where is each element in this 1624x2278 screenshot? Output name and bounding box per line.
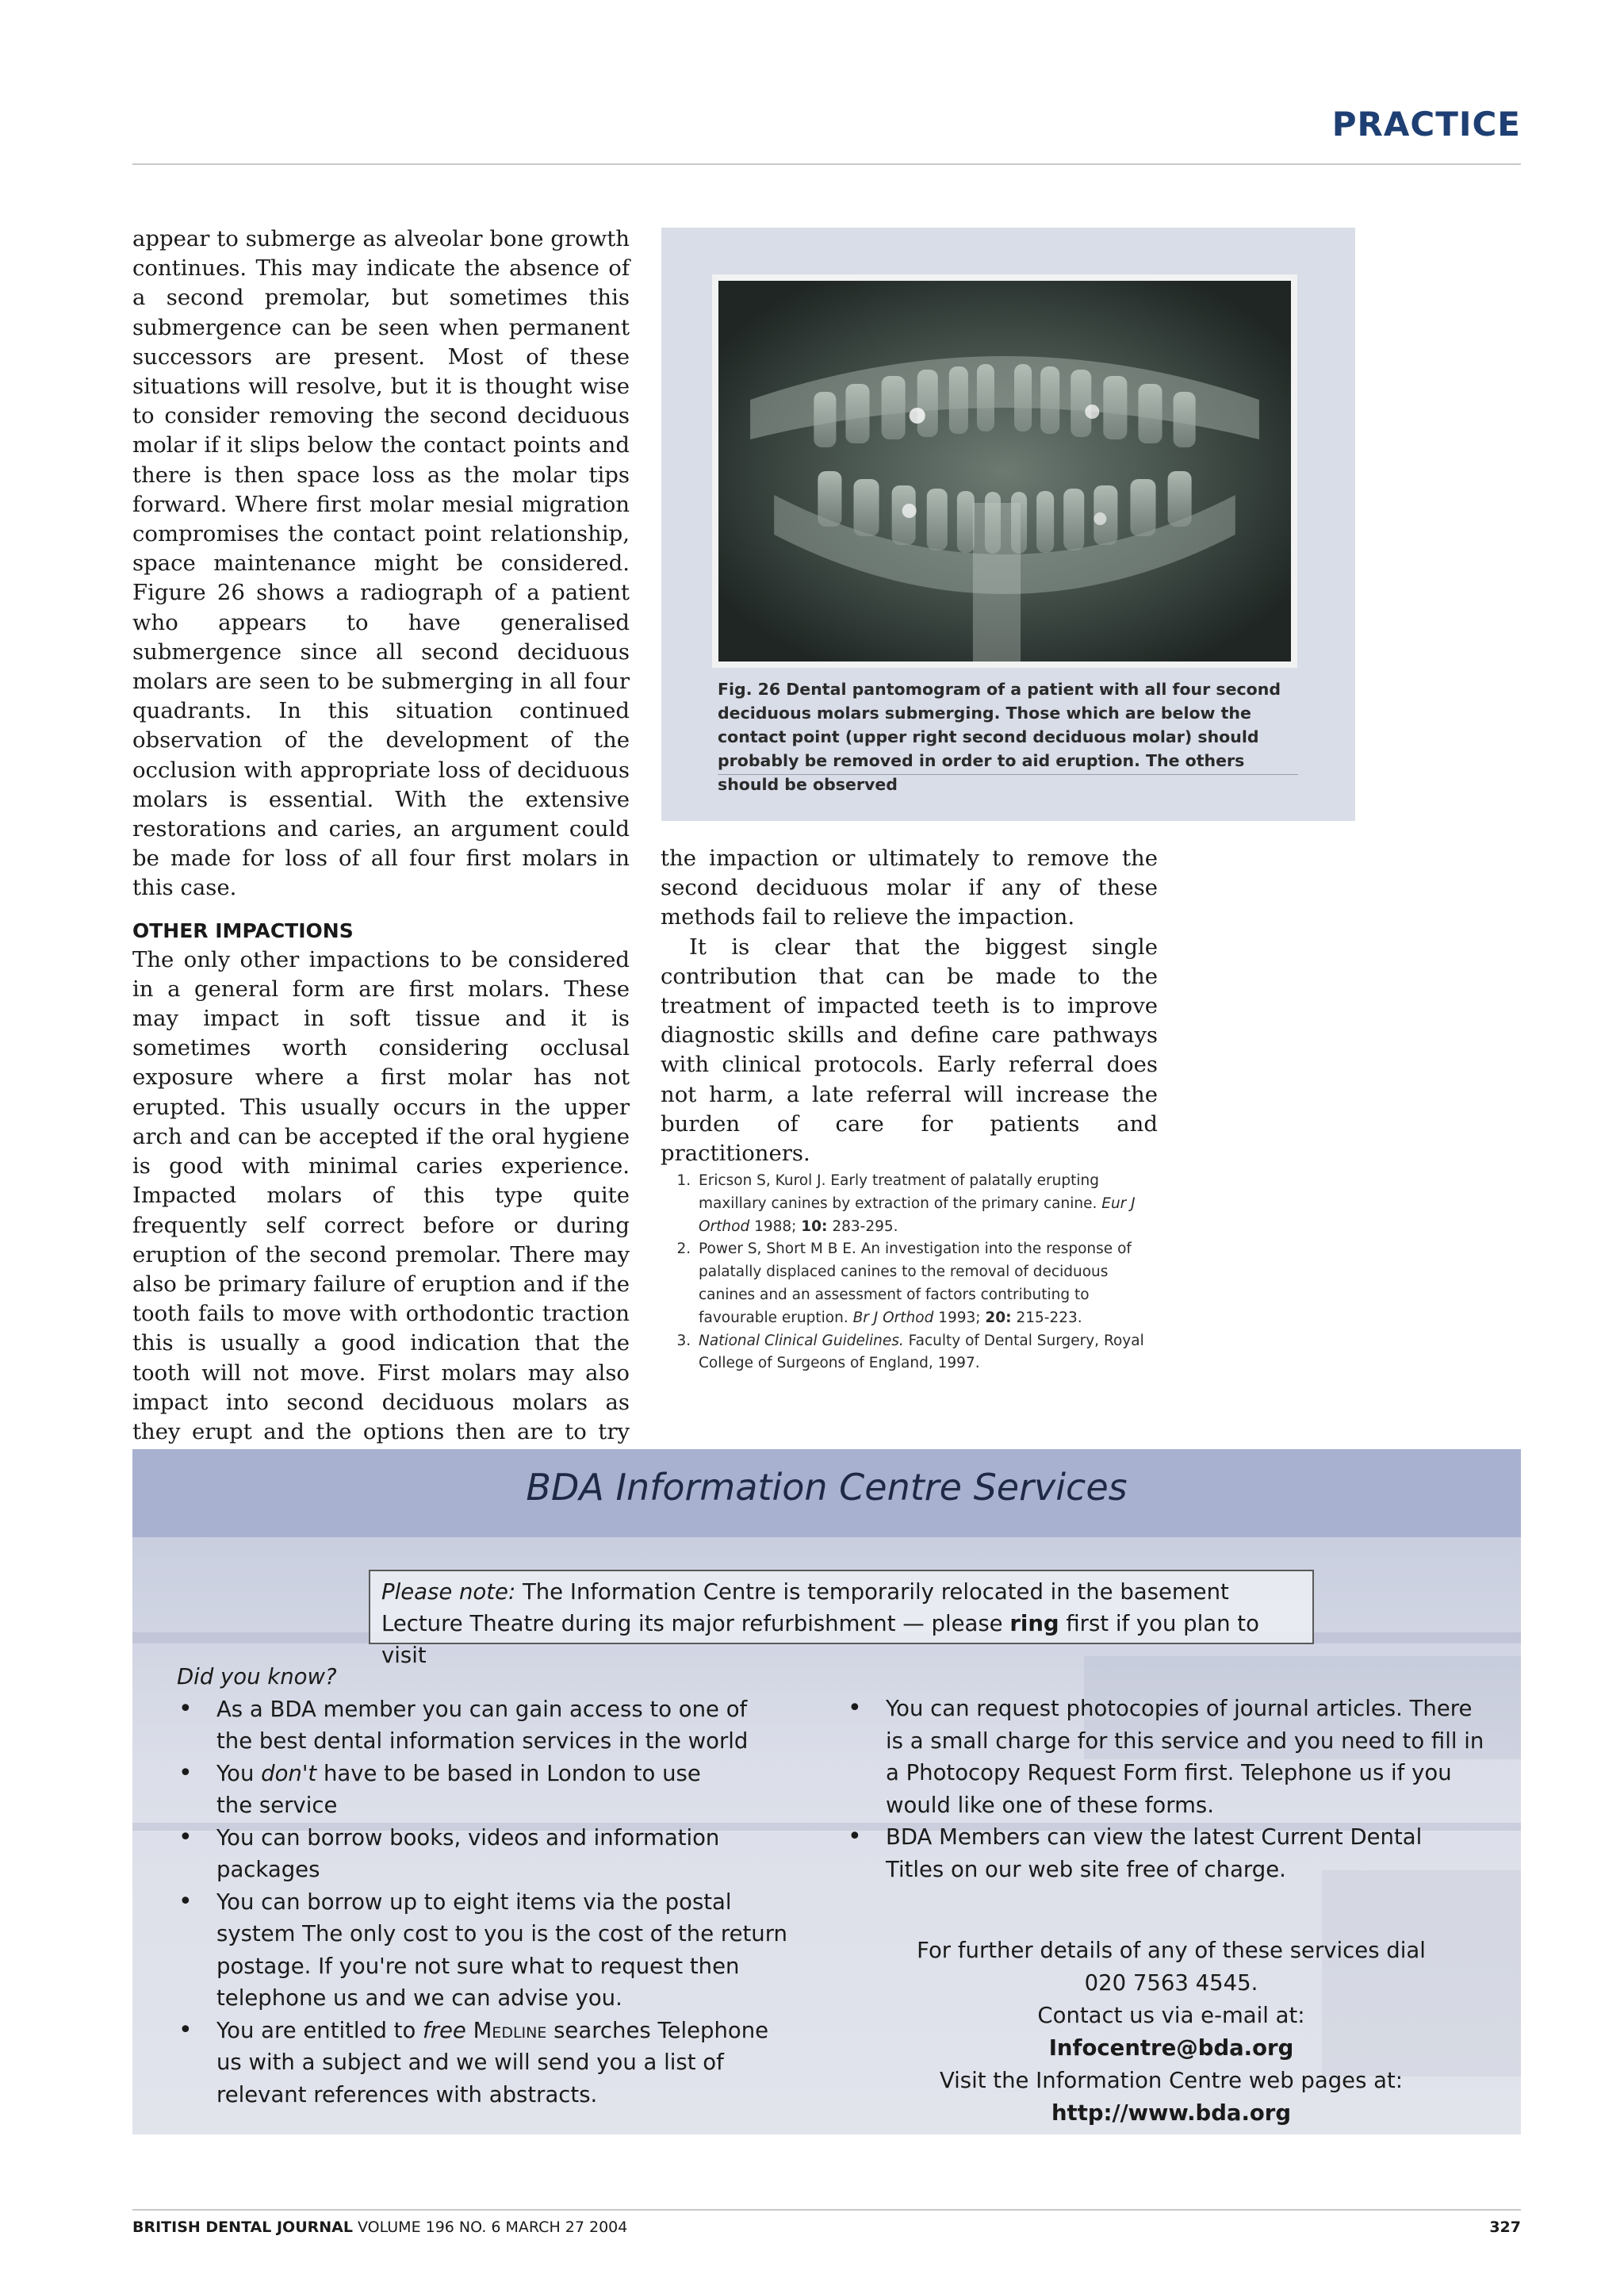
references: [661, 1170, 1152, 1375]
page-number: 327: [1489, 2219, 1521, 2236]
contact-url[interactable]: http://www.bda.org: [1051, 2100, 1292, 2126]
list-item: • You can borrow books, videos and information packages: [177, 1822, 732, 1886]
list-item: • You can borrow up to eight items via the postal system The only cost to you is the cost of the return postage. If you're not sure what to request then telephone us and we can advise you.: [177, 1886, 811, 2015]
contact-line: Visit the Information Centre web pages at:: [939, 2068, 1404, 2093]
list-item: • BDA Members can view the latest Current Dental Titles on our web site free of charge.: [846, 1821, 1457, 1885]
list-item: • You can request photocopies of journal articles. There is a small charge for this service and you need to fill in a Photocopy Request Form first. Telephone us if you would like one of these forms.: [846, 1693, 1496, 1821]
contact-email[interactable]: Infocentre@bda.org: [1048, 2035, 1294, 2061]
reference-3: 3. National Clinical Guidelines. Faculty of Dental Surgery, Royal College of Surgeons of England, 1997.: [695, 1330, 1152, 1376]
please-note-box: Please note: The Information Centre is temporarily relocated in the basement Lecture Theatre during its major refurbishment — please ring first if you plan to visit: [369, 1570, 1314, 1644]
bda-info-box: [132, 1449, 1521, 2134]
list-item: • You don't have to be based in London to use the service: [177, 1758, 732, 1822]
bda-title: BDA Information Centre Services: [526, 1466, 1128, 1509]
radiograph-graphic: [718, 281, 1291, 662]
contact-details: [846, 1935, 1496, 2130]
right-column: [661, 844, 1158, 1168]
reference-1: 1. Ericson S, Kurol J. Early treatment of palatally erupting maxillary canines by extraction of the primary canine. Eur J Orthod 1988; 10: 283-295.: [695, 1170, 1152, 1238]
list-item: • As a BDA member you can gain access to one of the best dental information services in the world: [177, 1693, 787, 1758]
bda-right-list: [846, 1693, 1496, 1885]
did-you-know: Did you know?: [177, 1664, 337, 1689]
contact-line: Contact us via e-mail at:: [1037, 2003, 1305, 2028]
header-rule: [132, 163, 1521, 165]
bda-header-band: [132, 1449, 1521, 1537]
bda-left-list: [177, 1661, 914, 2111]
contact-phone: 020 7563 4545.: [1084, 1970, 1258, 1996]
left-paragraph-2: The only other impactions to be considered in a general form are first molars. These may impact in soft tissue and it is sometimes worth considering occlusal exposure where a first molar has not erupted. This usually occurs in the upper arch and can be accepted if the oral hygiene is good with minimal caries experience. Impacted molars of this type quite frequently self correct before or during eruption of the second premolar. There may also be primary failure of eruption and if the tooth fails to move with orthodontic traction this is usually a good indication that the tooth will not move. First molars may also impact into second deciduous molars as they erupt and the options then are to try: [132, 946, 630, 1444]
footer-citation: [132, 2219, 627, 2236]
caption-rule: [718, 774, 1298, 775]
left-column: [132, 224, 630, 1536]
left-paragraph-1: appear to submerge as alveolar bone growth continues. This may indicate the absence of a second premolar, but sometimes this submergence can be seen when permanent successors are present. Most of these situations will resolve, but it is thought wise to consider removing the second deciduous molar if it slips below the contact points and there is then space loss as the molar tips forward. Where first molar mesial migration compromises the contact point relationship, space maintenance might be considered. Figure 26 shows a radiograph of a patient who appears to have generalised submergence since all second deciduous molars are seen to be submerging in all four quadrants. In this situation continued observation of the development of the occlusion with appropriate loss of deciduous molars is essential. With the extensive restorations and caries, an argument could be made for loss of all four first molars in this case.: [132, 226, 630, 901]
footer-rule: [132, 2209, 1521, 2211]
dental-radiograph-image: [712, 274, 1297, 668]
journal-issue: VOLUME 196 NO. 6 MARCH 27 2004: [358, 2219, 628, 2236]
right-paragraph-1: the impaction or ultimately to remove the second deciduous molar if any of these methods fail to relieve the impaction.: [661, 846, 1158, 930]
reference-2: 2. Power S, Short M B E. An investigation into the response of palatally displaced canines to the removal of deciduous canines and an assessment of factors contributing to favourable eruption. Br J Orthod 1993; 20: 215-223.: [695, 1238, 1152, 1329]
list-item: • You are entitled to free Medline searches Telephone us with a subject and we will send you a list of relevant references with abstracts.: [177, 2015, 795, 2111]
right-paragraph-2: It is clear that the biggest single contribution that can be made to the treatment of impacted teeth is to improve diagnostic skills and define care pathways with clinical protocols. Early referral does not harm, a late referral will increase the burden of care for patients and practitioners.: [661, 934, 1158, 1167]
subheading-other-impactions: OTHER IMPACTIONS: [132, 918, 354, 942]
section-label: PRACTICE: [1331, 105, 1521, 144]
figure-caption: Fig. 26 Dental pantomogram of a patient with all four second deciduous molars submerging. Those which are below the contact point (upper right second deciduous molar) should probably be removed in order to aid eruption. The others should be observed: [718, 680, 1281, 794]
contact-line: For further details of any of these services dial: [917, 1938, 1426, 1963]
journal-name: BRITISH DENTAL JOURNAL: [132, 2219, 353, 2236]
